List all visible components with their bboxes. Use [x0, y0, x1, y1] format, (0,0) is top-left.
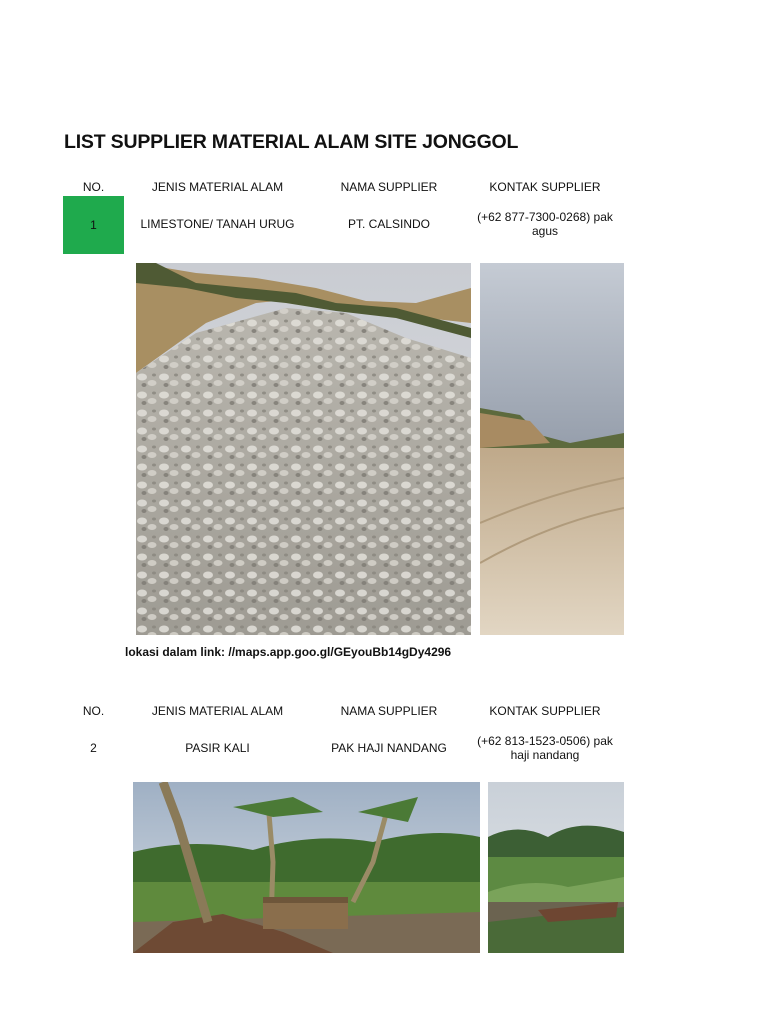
- header-supplier: NAMA SUPPLIER: [340, 704, 438, 718]
- river-sand-site-photo: [133, 782, 480, 953]
- row-number: 2: [90, 741, 97, 755]
- header-contact: KONTAK SUPPLIER: [489, 180, 601, 194]
- row-number: 1: [90, 218, 97, 232]
- header-contact: KONTAK SUPPLIER: [489, 704, 601, 718]
- contact-line: (+62 877-7300-0268) pak: [477, 210, 613, 224]
- material-cell: PASIR KALI: [185, 741, 250, 755]
- contact-cell: [470, 210, 620, 238]
- header-supplier: NAMA SUPPLIER: [340, 180, 438, 194]
- page-title: LIST SUPPLIER MATERIAL ALAM SITE JONGGOL: [64, 131, 519, 153]
- location-link[interactable]: lokasi dalam link: //maps.app.goo.gl/GEyouBb14gDy4296: [125, 645, 452, 659]
- supplier-cell: PAK HAJI NANDANG: [331, 741, 447, 755]
- header-material: JENIS MATERIAL ALAM: [151, 704, 284, 718]
- contact-cell: [470, 734, 620, 762]
- material-cell: LIMESTONE/ TANAH URUG: [140, 217, 295, 231]
- contact-line: agus: [531, 224, 559, 238]
- quarry-road-photo: [480, 263, 624, 635]
- contact-line: (+62 813-1523-0506) pak: [477, 734, 613, 748]
- header-material: JENIS MATERIAL ALAM: [151, 180, 284, 194]
- contact-line: haji nandang: [510, 748, 580, 762]
- river-bank-photo: [488, 782, 624, 953]
- row-number-highlight: [63, 196, 124, 254]
- supplier-cell: PT. CALSINDO: [347, 217, 431, 231]
- header-no: NO.: [82, 704, 105, 718]
- limestone-pile-photo: [136, 263, 471, 635]
- header-no: NO.: [82, 180, 105, 194]
